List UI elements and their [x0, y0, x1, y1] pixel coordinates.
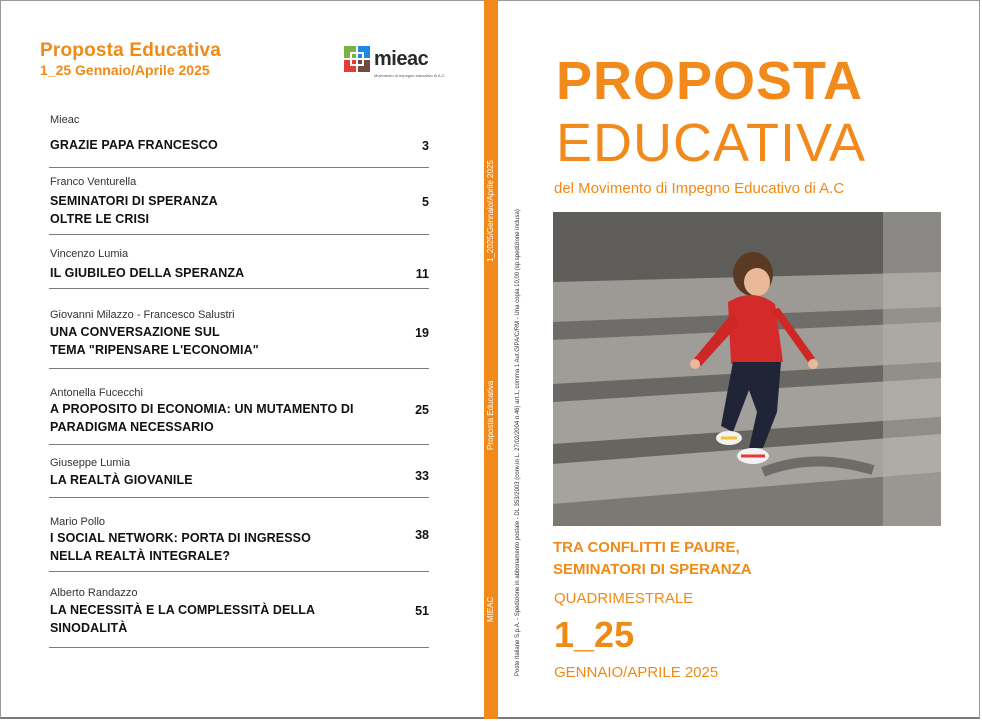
logo-wordmark: mieac	[374, 48, 429, 70]
toc-title: LA REALTÀ GIOVANILE	[50, 473, 193, 487]
postal-legal-text: Poste Italiane S.p.A. - Spedizione in abbonamento postale - DL 353/2003 (conv.in L. 27/02/2004 n.46) art.1, comma 1 Aut.GIPA/C/RM - Una copia 10,00 (sp.spedizione inclusa)	[515, 209, 521, 676]
toc-entry[interactable]	[49, 309, 429, 369]
toc-title: IL GIUBILEO DELLA SPERANZA	[50, 266, 245, 280]
back-title: Proposta Educativa	[40, 40, 221, 61]
toc-author: Giuseppe Lumia	[50, 457, 131, 469]
toc-entry[interactable]	[49, 387, 429, 445]
toc-page: 25	[415, 403, 429, 417]
cover-movement-line: del Movimento di Impegno Educativo di A.C	[554, 180, 845, 197]
toc-title: NELLA REALTÀ INTEGRALE?	[50, 549, 231, 563]
cover-headline	[553, 537, 752, 581]
cover-frequency: QUADRIMESTRALE	[554, 590, 694, 607]
spine-issue-text: 1_2025/Gennaio/Aprile 2025	[486, 160, 495, 262]
toc-title: TEMA "RIPENSARE L'ECONOMIA"	[50, 343, 259, 357]
toc-title: UNA CONVERSAZIONE SUL	[50, 325, 220, 339]
cover-title-line2: EDUCATIVA	[556, 113, 867, 173]
toc-entry[interactable]	[49, 176, 429, 235]
cover-photo	[553, 212, 941, 526]
cover-period: GENNAIO/APRILE 2025	[554, 664, 719, 681]
spine-title-text: Proposta Educativa	[486, 380, 495, 450]
cover-headline-line2: SEMINATORI DI SPERANZA	[553, 561, 752, 578]
toc-author: Franco Venturella	[50, 176, 137, 188]
cover-title-line1: PROPOSTA	[556, 51, 864, 111]
toc-author: Antonella Fucecchi	[50, 387, 143, 399]
toc-entry[interactable]	[49, 587, 429, 648]
cover-issue-number: 1_25	[554, 614, 635, 655]
toc-page: 5	[422, 195, 429, 209]
toc-author: Vincenzo Lumia	[50, 248, 129, 260]
toc-title: A PROPOSITO DI ECONOMIA: UN MUTAMENTO DI	[50, 402, 354, 416]
toc-entry[interactable]	[49, 248, 429, 289]
toc-author: Mario Pollo	[50, 516, 106, 528]
toc-title: SINODALITÀ	[50, 621, 128, 635]
toc-title: I SOCIAL NETWORK: PORTA DI INGRESSO	[50, 531, 311, 545]
toc-page: 38	[415, 528, 429, 542]
toc-title: LA NECESSITÀ E LA COMPLESSITÀ DELLA	[50, 603, 316, 617]
logo-tagline: Movimento di Impegno educativo di A.C.	[374, 73, 446, 78]
toc-entry[interactable]	[49, 457, 429, 498]
toc-entry[interactable]	[49, 516, 429, 572]
spine-publisher-text: MIEAC	[486, 596, 495, 622]
toc-page: 3	[422, 139, 429, 153]
toc-author: Giovanni Milazzo - Francesco Salustri	[50, 309, 235, 321]
cover-headline-line1: TRA CONFLITTI E PAURE,	[553, 539, 740, 556]
toc-author: Alberto Randazzo	[50, 587, 138, 599]
toc-page: 33	[415, 469, 429, 483]
toc-entry[interactable]	[49, 114, 429, 168]
toc-page: 19	[415, 326, 429, 340]
toc-title: GRAZIE PAPA FRANCESCO	[50, 138, 218, 152]
toc-title: PARADIGMA NECESSARIO	[50, 420, 214, 434]
back-subtitle: 1_25 Gennaio/Aprile 2025	[40, 62, 210, 78]
toc-page: 51	[415, 604, 429, 618]
toc-title: SEMINATORI DI SPERANZA	[50, 194, 218, 208]
toc-author: Mieac	[50, 114, 80, 126]
toc-title: OLTRE LE CRISI	[50, 212, 150, 226]
toc-page: 11	[415, 267, 429, 281]
